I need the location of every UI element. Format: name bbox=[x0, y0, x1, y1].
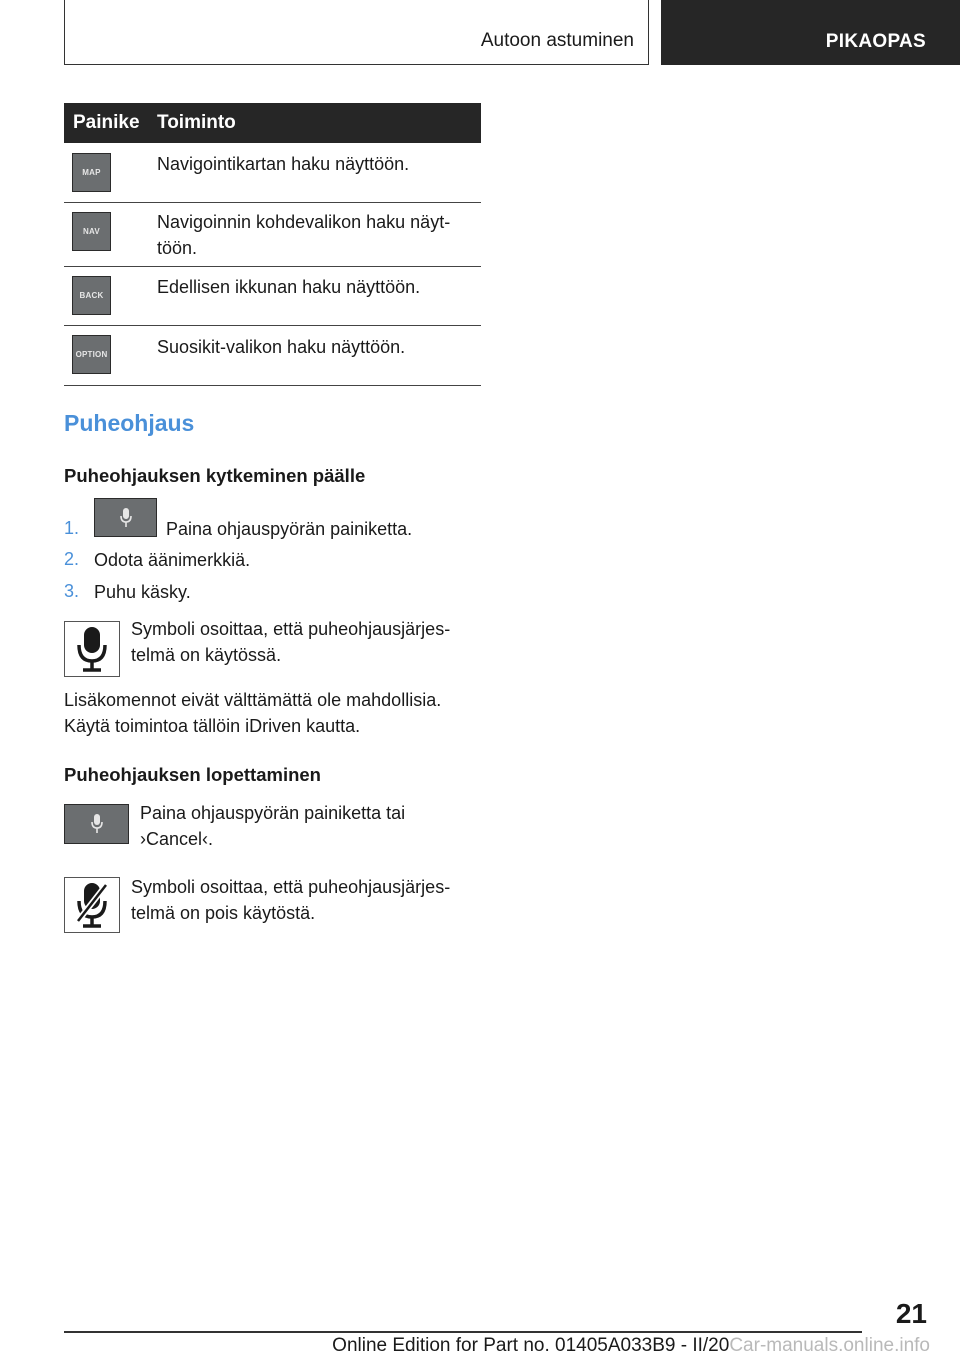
button-function-table bbox=[64, 103, 481, 386]
step-number: 2. bbox=[64, 549, 80, 569]
microphone-icon bbox=[64, 804, 129, 844]
section-title: Puheohjaus bbox=[64, 410, 195, 436]
back-button-icon: BACK bbox=[72, 276, 111, 315]
start-heading: Puheohjauksen kytkeminen päälle bbox=[64, 465, 366, 486]
header-tab-box bbox=[661, 0, 960, 65]
microphone-off-icon bbox=[64, 877, 120, 933]
microphone-active-icon bbox=[64, 621, 120, 677]
table-row-text: Suosikit-valikon haku näyttöön. bbox=[157, 337, 406, 357]
footer-edition bbox=[332, 1335, 930, 1357]
stop-heading: Puheohjauksen lopettaminen bbox=[64, 764, 321, 785]
inactive-symbol-note: Symboli osoittaa, että puheohjausjärjes‐telmä on pois käytöstä. bbox=[131, 877, 451, 923]
header-tab-label: PIKAOPAS bbox=[825, 31, 926, 52]
step-number: 1. bbox=[64, 518, 80, 538]
table-header-button: Painike bbox=[73, 112, 140, 133]
stop-instruction: Paina ohjauspyörän painiketta tai ›Cancel‹. bbox=[140, 803, 406, 849]
step-number: 3. bbox=[64, 581, 80, 601]
table-row-text: Navigoinnin kohdevalikon haku näyt‐töön. bbox=[157, 212, 451, 258]
step-text: Paina ohjauspyörän painiketta. bbox=[166, 519, 413, 539]
extra-commands-note: Lisäkomennot eivät välttämättä ole mahdollisia. Käytä toimintoa tällöin iDriven kautta. bbox=[64, 690, 442, 736]
table-row bbox=[64, 143, 481, 203]
footer-edition-text: Online Edition for Part no. 01405A033B9 - II/20 bbox=[332, 1335, 730, 1356]
table-header bbox=[64, 103, 481, 143]
step-text: Puhu käsky. bbox=[94, 582, 191, 602]
table-row bbox=[64, 326, 481, 386]
page-number: 21 bbox=[895, 1298, 927, 1329]
header-section-title: Autoon astuminen bbox=[480, 30, 634, 51]
table-row-text: Navigointikartan haku näyttöön. bbox=[157, 154, 410, 174]
table-row bbox=[64, 203, 481, 267]
header-section-box bbox=[64, 0, 649, 65]
map-button-icon: MAP bbox=[72, 153, 111, 192]
footer-watermark: Car-manuals.online.info bbox=[729, 1335, 930, 1356]
footer-divider bbox=[64, 1331, 862, 1333]
table-header-function: Toiminto bbox=[157, 112, 236, 133]
nav-button-icon: NAV bbox=[72, 212, 111, 251]
table-row bbox=[64, 267, 481, 326]
table-row-text: Edellisen ikkunan haku näyttöön. bbox=[157, 277, 421, 297]
active-symbol-note: Symboli osoittaa, että puheohjausjärjes‐telmä on käytössä. bbox=[131, 619, 451, 665]
microphone-icon bbox=[94, 498, 157, 537]
option-button-icon: OPTION bbox=[72, 335, 111, 374]
step-text: Odota äänimerkkiä. bbox=[94, 550, 251, 570]
